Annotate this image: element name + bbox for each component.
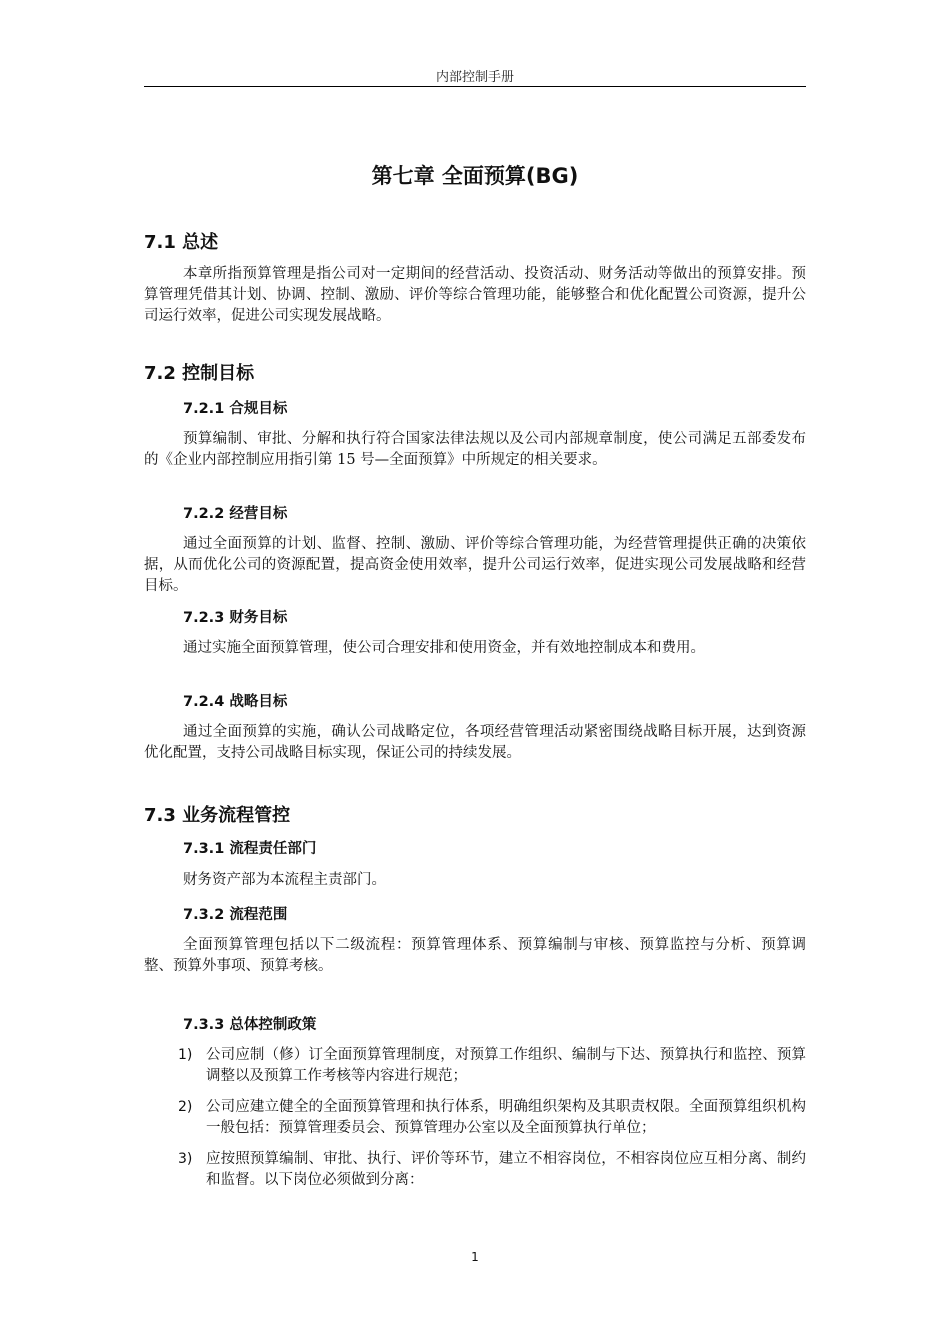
subsection-7-2-3-body: 通过实施全面预算管理，使公司合理安排和使用资金，并有效地控制成本和费用。 (183, 640, 705, 656)
list-item-text: 公司应制（修）订全面预算管理制度，对预算工作组织、编制与下达、预算执行和监控、预算调整以及预算工作考核等内容进行规范； (206, 1047, 806, 1084)
subsection-7-2-4-body: 通过全面预算的实施，确认公司战略定位，各项经营管理活动紧密围绕战略目标开展，达到资源优化配置，支持公司战略目标实现，保证公司的持续发展。 (144, 724, 806, 761)
running-header: 内部控制手册 (435, 70, 514, 85)
list-item-text: 应按照预算编制、审批、执行、评价等环节，建立不相容岗位，不相容岗位应互相分离、制约和监督。以下岗位必须做到分离： (206, 1151, 806, 1188)
list-item (144, 1045, 806, 1087)
page-number: 1 (471, 1250, 479, 1264)
subsection-7-3-1-body: 财务资产部为本流程主责部门。 (183, 872, 386, 888)
list-item (144, 1097, 806, 1139)
subsection-heading-7-3-3: 7.3.3 总体控制政策 (183, 1017, 317, 1033)
subsection-7-3-2-body: 全面预算管理包括以下二级流程：预算管理体系、预算编制与审核、预算监控与分析、预算调整、预算外事项、预算考核。 (144, 937, 806, 974)
subsection-7-2-1-body: 预算编制、审批、分解和执行符合国家法律法规以及公司内部规章制度，使公司满足五部委发布的《企业内部控制应用指引第 15 号—全面预算》中所规定的相关要求。 (144, 431, 806, 468)
subsection-heading-7-2-3: 7.2.3 财务目标 (183, 610, 288, 626)
list-item (144, 1149, 806, 1191)
section-heading-7-2: 7.2 控制目标 (144, 363, 255, 384)
section-heading-7-3: 7.3 业务流程管控 (144, 805, 291, 826)
subsection-heading-7-2-2: 7.2.2 经营目标 (183, 506, 288, 522)
list-marker: 2) (178, 1099, 193, 1115)
subsection-heading-7-3-2: 7.3.2 流程范围 (183, 907, 288, 923)
section-7-1-body: 本章所指预算管理是指公司对一定期间的经营活动、投资活动、财务活动等做出的预算安排。预算管理凭借其计划、协调、控制、激励、评价等综合管理功能，能够整合和优化配置公司资源，提升公司运行效率，促进公司实现发展战略。 (144, 266, 806, 324)
section-heading-7-1: 7.1 总述 (144, 232, 219, 253)
list-marker: 1) (178, 1047, 193, 1063)
list-item-text: 公司应建立健全的全面预算管理和执行体系，明确组织架构及其职责权限。全面预算组织机构一般包括：预算管理委员会、预算管理办公室以及全面预算执行单位； (206, 1099, 806, 1136)
header-rule (144, 86, 806, 87)
chapter-title: 第七章 全面预算(BG) (371, 164, 579, 188)
control-policy-list (144, 1045, 806, 1201)
subsection-7-2-2-body: 通过全面预算的计划、监督、控制、激励、评价等综合管理功能，为经营管理提供正确的决策依据，从而优化公司的资源配置，提高资金使用效率，提升公司运行效率，促进实现公司发展战略和经营目标。 (144, 536, 806, 594)
subsection-heading-7-3-1: 7.3.1 流程责任部门 (183, 841, 317, 857)
subsection-heading-7-2-1: 7.2.1 合规目标 (183, 401, 288, 417)
subsection-heading-7-2-4: 7.2.4 战略目标 (183, 694, 288, 710)
list-marker: 3) (178, 1151, 193, 1167)
